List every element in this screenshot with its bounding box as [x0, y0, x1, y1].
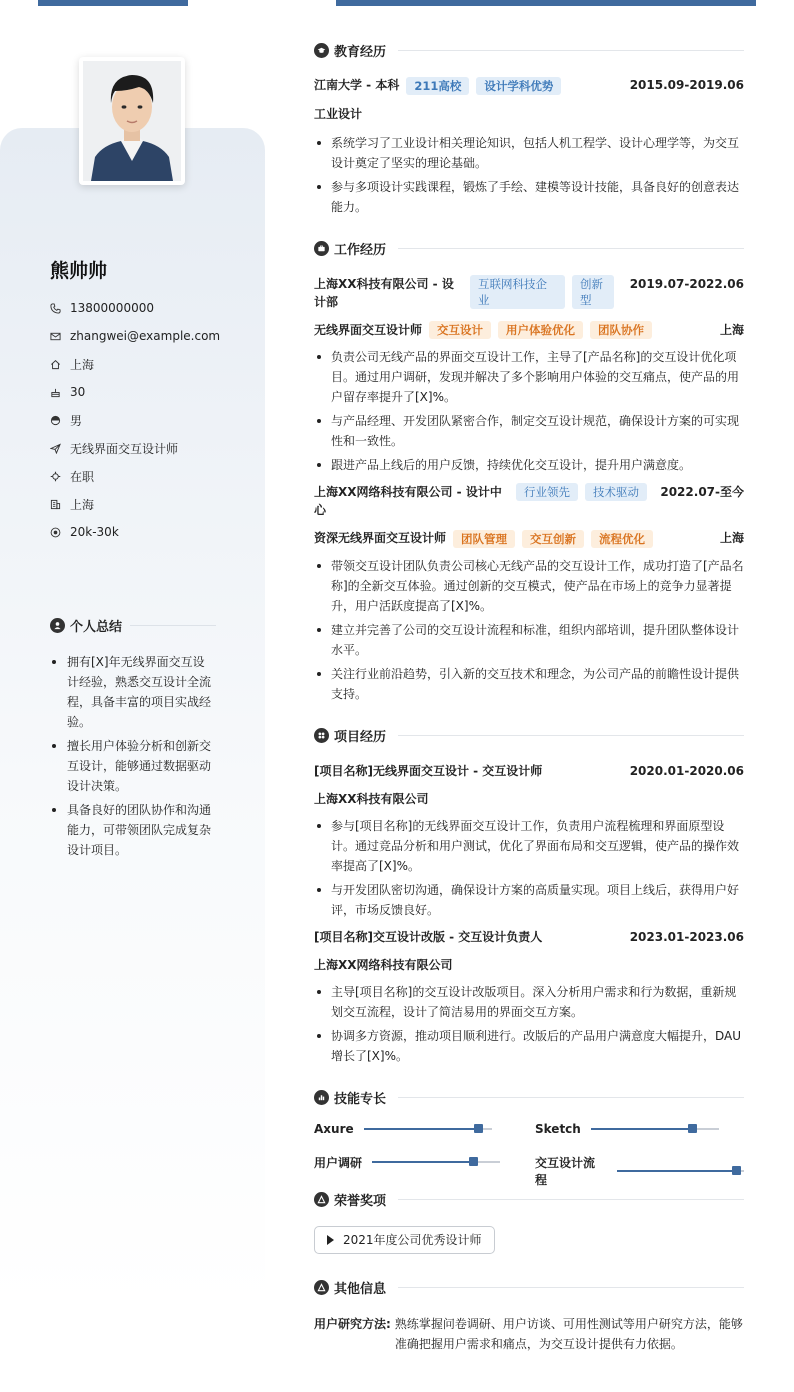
education-date: 2015.09-2019.06 — [629, 78, 744, 92]
job-city: 上海 — [719, 531, 744, 545]
project-date: 2023.01-2023.06 — [629, 929, 744, 944]
skill-level-fill — [591, 1128, 693, 1130]
other-info-row — [314, 1314, 744, 1354]
education-school-line — [314, 76, 561, 95]
education-header — [314, 76, 744, 95]
skill-level-knob — [474, 1124, 483, 1133]
section-divider — [398, 248, 744, 249]
project-entry — [314, 762, 744, 920]
skill-name: 交互设计流程 — [535, 1155, 596, 1187]
skill-level-knob — [688, 1124, 697, 1133]
summary-title-divider — [130, 625, 216, 626]
job-entry — [314, 275, 744, 476]
skill-name: Sketch — [535, 1121, 581, 1136]
skill-name: 用户调研 — [314, 1155, 363, 1170]
job-company-tags — [470, 275, 630, 309]
job-company: 上海XX科技有限公司 - 设计部 — [314, 276, 454, 309]
summary-item: 擅长用户体验分析和创新交互设计，能够通过数据驱动设计决策。 — [50, 736, 216, 796]
role-tag: 流程优化 — [591, 530, 653, 548]
education-section-title — [314, 40, 744, 60]
info-email — [50, 322, 220, 350]
info-age-text: 30 — [70, 385, 86, 399]
projects-title: 项目经历 — [334, 730, 387, 745]
cake-icon — [50, 387, 70, 398]
skill-level-fill — [364, 1128, 479, 1130]
skill-level-bar — [364, 1128, 492, 1130]
award-item[interactable] — [314, 1226, 495, 1254]
info-home-text: 上海 — [70, 357, 95, 372]
work-section-title — [314, 239, 744, 259]
skill-item — [314, 1154, 500, 1171]
project-header — [314, 762, 744, 780]
info-city — [50, 490, 220, 518]
summary-list — [50, 652, 216, 864]
skill-level-bar — [372, 1161, 500, 1163]
top-accent-bar-right — [336, 0, 756, 6]
projects-section-title — [314, 726, 744, 746]
contact-info-list — [50, 294, 220, 546]
other-title: 其他信息 — [334, 1282, 387, 1297]
send-icon — [50, 443, 70, 454]
info-age — [50, 378, 220, 406]
info-gender — [50, 406, 220, 434]
building-icon — [50, 499, 70, 510]
job-company-tags — [516, 483, 660, 501]
status-icon — [50, 471, 70, 482]
project-bullets — [314, 982, 744, 1066]
skill-item — [314, 1122, 492, 1136]
job-role-group — [314, 529, 653, 548]
skills-grid — [314, 1121, 744, 1187]
skill-level-fill — [372, 1161, 474, 1163]
project-name: [项目名称]交互设计改版 - 交互设计负责人 — [314, 929, 543, 944]
info-position — [50, 434, 220, 462]
company-tag: 技术驱动 — [585, 483, 647, 501]
info-phone-text: 13800000000 — [70, 301, 154, 315]
bullet-item: 带领交互设计团队负责公司核心无线产品的交互设计工作，成功打造了[产品名称]的全新交互体验。通过创新的交互模式，使产品在市场上的竞争力显著提升，用户活跃度提高了[X]%。 — [314, 556, 744, 616]
salary-icon — [50, 527, 70, 538]
project-bullets — [314, 816, 744, 920]
bullet-item: 负责公司无线产品的界面交互设计工作，主导了[产品名称]的交互设计优化项目。通过用户调研，发现并解决了多个影响用户体验的交互痛点，使产品的用户留存率提升了[X]%。 — [314, 347, 744, 407]
job-role: 资深无线界面交互设计师 — [314, 531, 447, 545]
job-date: 2022.07-至今 — [660, 485, 744, 499]
info-gender-text: 男 — [70, 413, 83, 428]
job-header — [314, 275, 744, 311]
project-entry — [314, 928, 744, 1066]
company-tag: 行业领先 — [516, 483, 578, 501]
info-icon — [314, 1280, 329, 1295]
candidate-name: 熊帅帅 — [50, 260, 108, 282]
mail-icon — [50, 331, 70, 342]
other-section-title — [314, 1278, 744, 1298]
bullet-item: 跟进产品上线后的用户反馈，持续优化交互设计，提升用户满意度。 — [314, 455, 744, 475]
bullet-item: 主导[项目名称]的交互设计改版项目。深入分析用户需求和行为数据，重新规划交互流程，设计了简洁易用的界面交互方案。 — [314, 982, 744, 1022]
job-company: 上海XX网络科技有限公司 - 设计中心 — [314, 485, 502, 517]
education-major: 工业设计 — [314, 106, 363, 121]
education-title: 教育经历 — [334, 44, 387, 60]
bullet-item: 与开发团队密切沟通，确保设计方案的高质量实现。项目上线后，获得用户好评，市场反馈良好。 — [314, 880, 744, 920]
summary-item: 拥有[X]年无线界面交互设计经验，熟悉交互设计全流程，具备丰富的项目实战经验。 — [50, 652, 216, 732]
section-divider — [398, 1097, 744, 1098]
award-label: 2021年度公司优秀设计师 — [343, 1233, 482, 1247]
info-salary — [50, 518, 220, 546]
honors-section-title — [314, 1190, 744, 1210]
info-home — [50, 350, 220, 378]
award-icon — [314, 1192, 329, 1207]
role-tag: 交互创新 — [522, 530, 584, 548]
user-icon — [50, 618, 65, 633]
honors-list — [314, 1226, 744, 1254]
job-bullets — [314, 556, 744, 704]
job-bullets — [314, 347, 744, 475]
section-divider — [398, 1287, 744, 1288]
job-city: 上海 — [719, 322, 744, 337]
skill-item — [535, 1154, 744, 1188]
company-tag: 创新型 — [572, 275, 614, 309]
home-icon — [50, 359, 70, 370]
info-status-text: 在职 — [70, 469, 95, 484]
project-company: 上海XX网络科技有限公司 — [314, 957, 453, 972]
play-icon — [327, 1235, 334, 1245]
other-info-label: 用户研究方法: — [314, 1316, 391, 1331]
gender-icon — [50, 415, 70, 426]
job-role-line — [314, 321, 744, 340]
top-accent-bar-left — [38, 0, 188, 6]
bullet-item: 关注行业前沿趋势，引入新的交互技术和理念，为公司产品的前瞻性设计提供支持。 — [314, 664, 744, 704]
skills-section-title — [314, 1088, 744, 1108]
project-header — [314, 928, 744, 946]
job-role: 无线界面交互设计师 — [314, 322, 423, 337]
role-tag: 交互设计 — [429, 321, 491, 339]
bullet-item: 参与多项设计实践课程，锻炼了手绘、建模等设计技能，具备良好的创意表达能力。 — [314, 177, 744, 217]
education-bullets — [314, 133, 744, 217]
skill-level-bar — [617, 1170, 744, 1172]
role-tag: 团队管理 — [453, 530, 515, 548]
bullet-item: 系统学习了工业设计相关理论知识，包括人机工程学、设计心理学等，为交互设计奠定了坚实的理论基础。 — [314, 133, 744, 173]
job-header — [314, 483, 744, 519]
briefcase-icon — [314, 241, 329, 256]
school-tag: 设计学科优势 — [476, 77, 561, 95]
skill-level-knob — [469, 1157, 478, 1166]
bullet-item: 与产品经理、开发团队紧密合作，制定交互设计规范，确保设计方案的可实现性和一致性。 — [314, 411, 744, 451]
project-company: 上海XX科技有限公司 — [314, 791, 429, 806]
section-divider — [398, 735, 744, 736]
job-date: 2019.07-2022.06 — [629, 276, 744, 291]
avatar-photo — [83, 61, 181, 181]
bullet-item: 参与[项目名称]的无线界面交互设计工作，负责用户流程梳理和界面原型设计。通过竞品分析和用户测试，优化了界面布局和交互逻辑，使产品的操作效率提高了[X]%。 — [314, 816, 744, 876]
job-role-group — [314, 321, 652, 340]
info-phone — [50, 294, 220, 322]
info-position-text: 无线界面交互设计师 — [70, 441, 179, 456]
summary-item: 具备良好的团队协作和沟通能力，可带领团队完成复杂设计项目。 — [50, 800, 216, 860]
info-status — [50, 462, 220, 490]
section-divider — [398, 50, 744, 51]
info-email-text: zhangwei@example.com — [70, 329, 221, 343]
work-title: 工作经历 — [334, 243, 387, 258]
bullet-item: 建立并完善了公司的交互设计流程和标准，组织内部培训，提升团队整体设计水平。 — [314, 620, 744, 660]
section-divider — [398, 1199, 744, 1200]
info-city-text: 上海 — [70, 497, 95, 512]
info-salary-text: 20k-30k — [70, 525, 119, 539]
skill-name: Axure — [314, 1121, 354, 1136]
honors-title: 荣誉奖项 — [334, 1194, 387, 1209]
grid-icon — [314, 728, 329, 743]
skill-item — [535, 1122, 719, 1136]
skill-level-bar — [591, 1128, 719, 1130]
company-tag: 互联网科技企业 — [470, 275, 565, 309]
job-entry — [314, 483, 744, 704]
project-date: 2020.01-2020.06 — [629, 763, 744, 778]
bar-chart-icon — [314, 1090, 329, 1105]
summary-title: 个人总结 — [70, 620, 123, 635]
main-content — [314, 40, 744, 1354]
bullet-item: 协调多方资源，推动项目顺利进行。改版后的产品用户满意度大幅提升，DAU增长了[X]%。 — [314, 1026, 744, 1066]
project-name: [项目名称]无线界面交互设计 - 交互设计师 — [314, 763, 543, 778]
avatar — [79, 57, 185, 185]
skills-title: 技能专长 — [334, 1092, 387, 1107]
role-tag: 团队协作 — [590, 321, 652, 339]
summary-section-title — [50, 616, 216, 635]
skill-level-knob — [732, 1166, 741, 1175]
school-name: 江南大学 - 本科 — [314, 78, 400, 92]
graduation-cap-icon — [314, 43, 329, 58]
other-info-text: 熟练掌握问卷调研、用户访谈、可用性测试等用户研究方法，能够准确把握用户需求和痛点，为交互设计提供有力依据。 — [394, 1316, 743, 1351]
skill-level-fill — [617, 1170, 738, 1172]
job-role-line — [314, 529, 744, 548]
role-tag: 用户体验优化 — [498, 321, 583, 339]
phone-icon — [50, 303, 70, 314]
school-tag: 211高校 — [406, 77, 469, 95]
